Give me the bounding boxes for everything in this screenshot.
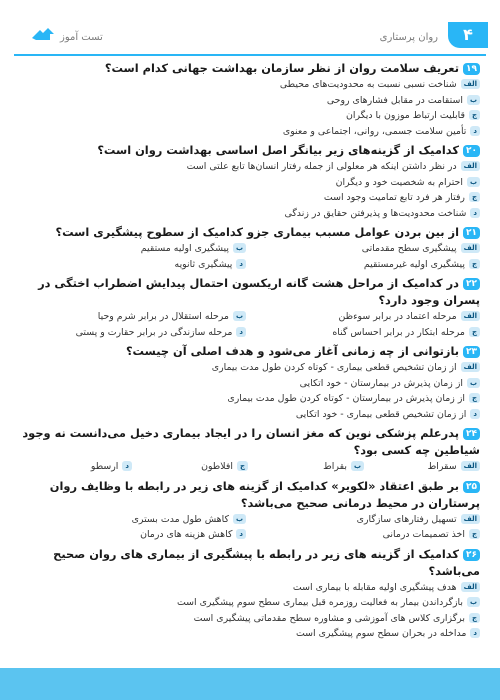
option-text: افلاطون bbox=[201, 461, 233, 472]
question-text bbox=[22, 60, 480, 77]
page-header bbox=[0, 0, 500, 58]
option-letter-badge: الف bbox=[461, 514, 480, 524]
options-group bbox=[22, 360, 480, 422]
option-letter-badge: د bbox=[236, 259, 246, 269]
option-text: تسهیل رفتارهای سازگاری bbox=[356, 513, 457, 525]
options-group bbox=[22, 77, 480, 139]
option-letter-badge: د bbox=[470, 409, 480, 419]
option-letter-badge: ج bbox=[469, 327, 480, 337]
question-number-badge: ۲۰ bbox=[463, 145, 480, 157]
page-number: ۴ bbox=[448, 22, 488, 48]
question-block bbox=[22, 275, 480, 340]
option-text: پیشگیری اولیه غیرمستقیم bbox=[363, 258, 465, 270]
answer-option[interactable] bbox=[22, 391, 480, 407]
answer-option[interactable] bbox=[22, 360, 480, 376]
question-text bbox=[22, 546, 480, 580]
option-letter-badge: ج bbox=[469, 192, 480, 202]
option-text: پیشگیری اولیه مستقیم bbox=[140, 243, 229, 254]
question-text bbox=[22, 343, 480, 360]
answer-option[interactable] bbox=[256, 527, 480, 543]
answer-option[interactable] bbox=[22, 407, 480, 423]
header-divider bbox=[14, 54, 486, 56]
answer-option[interactable] bbox=[22, 309, 246, 325]
option-text: ارسطو bbox=[90, 461, 119, 472]
option-letter-badge: د bbox=[470, 208, 480, 218]
option-text: هدف پیشگیری اولیه مقابله با بیماری است bbox=[292, 581, 457, 593]
option-text: مرحله ابتکار در برابر احساس گناه bbox=[332, 326, 465, 338]
question-text bbox=[22, 275, 480, 309]
question-stem: پدرعلم پزشکی نوین که مغز انسان را در ایجاد بیماری دخیل می‌دانست نه وجود شیاطین چه کسی بود؟ bbox=[22, 426, 480, 457]
option-letter-badge: ج bbox=[469, 259, 480, 269]
option-text: مداخله در بحران سطح سوم پیشگیری است bbox=[295, 628, 467, 639]
option-text: از زمان تشخیص قطعی بیماری - کوتاه کردن طول مدت بیماری bbox=[211, 362, 457, 373]
options-group bbox=[22, 241, 480, 272]
option-letter-badge: الف bbox=[461, 582, 480, 592]
option-letter-badge: د bbox=[470, 628, 480, 638]
option-text: از زمان پذیرش در بیمارستان - کوتاه کردن طول مدت بیماری bbox=[227, 393, 465, 404]
question-stem: تعریف سلامت روان از نظر سازمان بهداشت جهانی کدام است؟ bbox=[104, 61, 459, 75]
page-footer-band bbox=[0, 668, 500, 700]
question-stem: کدامیک از گزینه‌های زیر بیانگر اصل اساسی بهداشت روان است؟ bbox=[97, 143, 459, 157]
question-number-badge: ۲۲ bbox=[463, 278, 480, 290]
option-letter-badge: د bbox=[470, 126, 480, 136]
options-group bbox=[22, 512, 480, 543]
answer-option[interactable] bbox=[370, 459, 480, 475]
question-stem: در کدامیک از مراحل هشت گانه اریکسون احتمال پیدایش اضطراب اختگی در پسران وجود دارد؟ bbox=[38, 276, 480, 307]
answer-option[interactable] bbox=[22, 512, 246, 528]
option-letter-badge: ب bbox=[467, 378, 480, 388]
subject-title: روان پرستاری bbox=[379, 32, 438, 43]
answer-option[interactable] bbox=[256, 257, 480, 273]
answer-option[interactable] bbox=[22, 77, 480, 93]
option-letter-badge: ج bbox=[469, 393, 480, 403]
question-block bbox=[22, 343, 480, 422]
brand-logo-icon bbox=[30, 24, 56, 44]
answer-option[interactable] bbox=[22, 108, 480, 124]
question-stem: بر طبق اعتقاد «لکویر» کدامیک از گزینه های زیر در رابطه با وظایف روان پرستاران در محیط درمانی صحیح می‌باشد؟ bbox=[49, 478, 480, 510]
option-text: کاهش طول مدت بستری bbox=[131, 513, 229, 525]
options-group bbox=[22, 159, 480, 221]
option-text: بقراط bbox=[323, 461, 347, 472]
question-number-badge: ۲۴ bbox=[463, 428, 480, 440]
question-text bbox=[22, 425, 480, 459]
option-text: احترام به شخصیت خود و دیگران bbox=[335, 176, 463, 188]
option-text: از زمان تشخیص قطعی بیماری - خود اتکایی bbox=[295, 408, 467, 420]
option-letter-badge: ب bbox=[233, 311, 246, 321]
question-text bbox=[22, 224, 480, 241]
question-text bbox=[22, 478, 480, 512]
question-number-badge: ۲۶ bbox=[463, 549, 480, 561]
answer-option[interactable] bbox=[256, 309, 480, 325]
option-letter-badge: ب bbox=[467, 597, 480, 607]
question-block bbox=[22, 425, 480, 475]
answer-option[interactable] bbox=[22, 159, 480, 175]
option-text: مرحله سازندگی در برابر حقارت و پستی bbox=[75, 326, 233, 338]
option-letter-badge: ب bbox=[467, 95, 480, 105]
option-text: برگزاری کلاس های آموزشی و مشاوره سطح مقدماتی پیشگیری است bbox=[193, 612, 465, 624]
questions-container bbox=[22, 60, 480, 645]
answer-option[interactable] bbox=[22, 459, 132, 475]
option-text: شناخت محدودیت‌ها و پذیرفتن حقایق در زندگی bbox=[284, 207, 467, 219]
option-text: در نظر داشتن اینکه هر معلولی از جمله رفتار انسان‌ها تابع علتی است bbox=[186, 161, 457, 172]
option-text: پیشگیری ثانویه bbox=[174, 258, 233, 270]
question-number-badge: ۲۱ bbox=[463, 227, 480, 239]
answer-option[interactable] bbox=[22, 595, 480, 611]
option-letter-badge: ج bbox=[469, 529, 480, 539]
answer-option[interactable] bbox=[22, 626, 480, 642]
answer-option[interactable] bbox=[22, 325, 246, 341]
option-text: شناخت نسبی نسبت به محدودیت‌های محیطی bbox=[279, 79, 457, 90]
option-text: اخذ تصمیمات درمانی bbox=[382, 529, 465, 540]
option-text: پیشگیری سطح مقدماتی bbox=[361, 243, 457, 254]
option-text: بازگرداندن بیمار به فعالیت روزمره قبل بیماری سطح سوم پیشگیری است bbox=[176, 597, 463, 608]
answer-option[interactable] bbox=[256, 241, 480, 257]
answer-option[interactable] bbox=[22, 580, 480, 596]
answer-option[interactable] bbox=[22, 376, 480, 392]
option-letter-badge: ب bbox=[351, 461, 364, 471]
option-letter-badge: الف bbox=[461, 362, 480, 372]
option-text: قابلیت ارتباط موزون با دیگران bbox=[345, 110, 465, 121]
question-stem: کدامیک از گزینه های زیر در رابطه با پیشگیری از بیماری های روان صحیح می‌باشد؟ bbox=[53, 546, 480, 578]
option-letter-badge: الف bbox=[461, 79, 480, 89]
option-text: تأمین سلامت جسمی، روانی، اجتماعی و معنوی bbox=[282, 125, 467, 137]
answer-option[interactable] bbox=[22, 257, 246, 273]
option-letter-badge: الف bbox=[461, 461, 480, 471]
question-stem: از بین بردن عوامل مسبب بیماری جزو کدامیک از سطوح پیشگیری است؟ bbox=[55, 225, 459, 239]
option-letter-badge: ج bbox=[469, 110, 480, 120]
option-letter-badge: ج bbox=[237, 461, 248, 471]
options-group bbox=[22, 580, 480, 642]
option-text: کاهش هزینه های درمان bbox=[140, 529, 233, 540]
answer-option[interactable] bbox=[256, 512, 480, 528]
answer-option[interactable] bbox=[256, 325, 480, 341]
question-block bbox=[22, 478, 480, 543]
option-text: سقراط bbox=[427, 461, 457, 472]
option-letter-badge: الف bbox=[461, 243, 480, 253]
question-number-badge: ۲۵ bbox=[463, 481, 480, 493]
option-letter-badge: د bbox=[236, 327, 246, 337]
answer-option[interactable] bbox=[22, 206, 480, 222]
option-letter-badge: ج bbox=[469, 613, 480, 623]
question-text bbox=[22, 142, 480, 159]
option-text: مرحله استقلال در برابر شرم وحیا bbox=[97, 311, 229, 322]
answer-option[interactable] bbox=[22, 93, 480, 109]
option-letter-badge: الف bbox=[461, 311, 480, 321]
answer-option[interactable] bbox=[22, 190, 480, 206]
question-block bbox=[22, 142, 480, 221]
option-letter-badge: د bbox=[122, 461, 132, 471]
answer-option[interactable] bbox=[138, 459, 248, 475]
question-number-badge: ۱۹ bbox=[463, 63, 480, 75]
answer-option[interactable] bbox=[22, 527, 246, 543]
option-text: از زمان پذیرش در بیمارستان - خود اتکایی bbox=[299, 377, 463, 389]
question-block bbox=[22, 546, 480, 642]
answer-option[interactable] bbox=[22, 241, 246, 257]
options-group bbox=[22, 459, 480, 475]
options-group bbox=[22, 309, 480, 340]
question-block bbox=[22, 224, 480, 272]
brand-name: تست آموز bbox=[60, 32, 103, 43]
answer-option[interactable] bbox=[22, 175, 480, 191]
answer-option[interactable] bbox=[254, 459, 364, 475]
option-letter-badge: د bbox=[236, 529, 246, 539]
option-text: رفتار هر فرد تابع تمامیت وجود است bbox=[323, 192, 465, 203]
option-letter-badge: ب bbox=[233, 243, 246, 253]
question-block bbox=[22, 60, 480, 139]
option-text: مرحله اعتماد در برابر سوءظن bbox=[338, 311, 457, 322]
option-letter-badge: الف bbox=[461, 161, 480, 171]
option-letter-badge: ب bbox=[233, 514, 246, 524]
answer-option[interactable] bbox=[22, 611, 480, 627]
option-letter-badge: ب bbox=[467, 177, 480, 187]
option-text: استقامت در مقابل فشارهای روحی bbox=[326, 94, 463, 106]
question-number-badge: ۲۳ bbox=[463, 346, 480, 358]
answer-option[interactable] bbox=[22, 124, 480, 140]
question-stem: بازتوانی از چه زمانی آغاز می‌شود و هدف اصلی آن چیست؟ bbox=[125, 344, 459, 358]
